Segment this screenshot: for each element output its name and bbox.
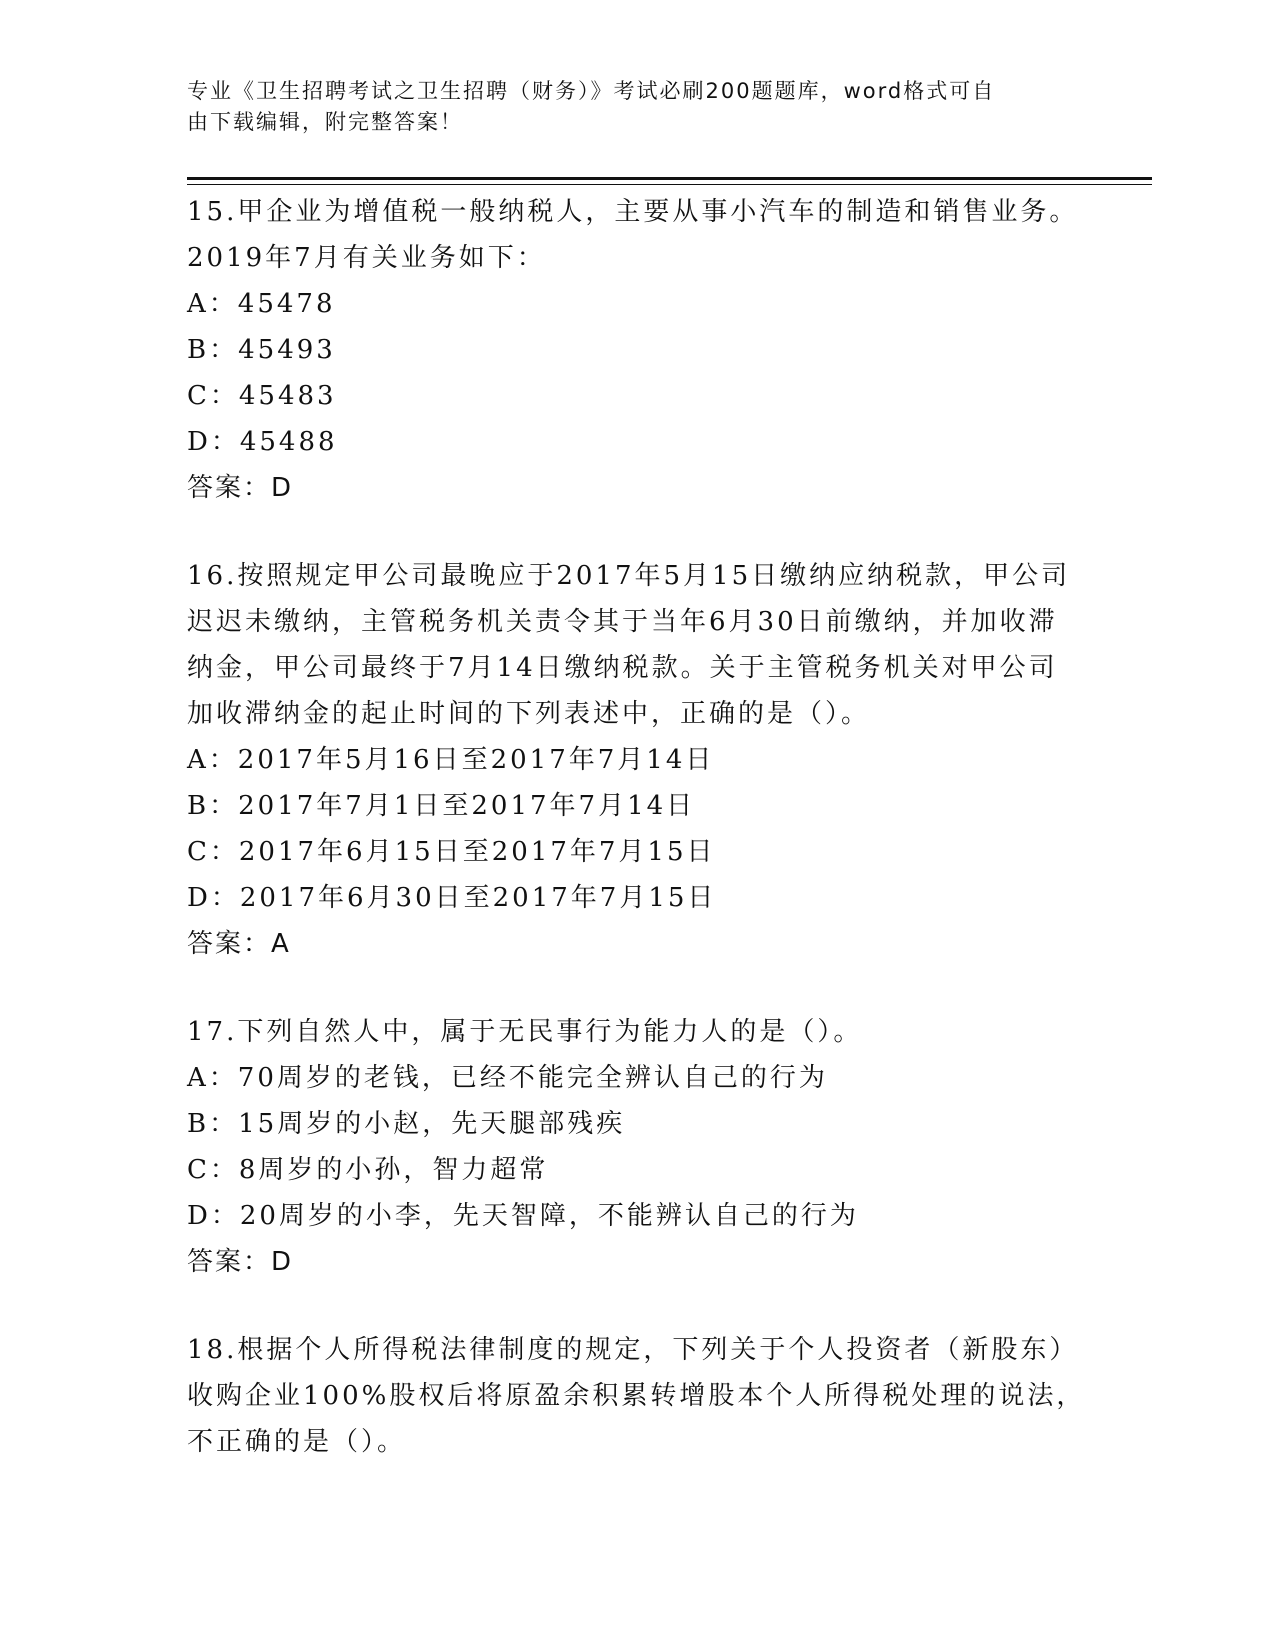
option-b: B：2017年7月1日至2017年7月14日 — [187, 791, 696, 821]
question-stem-line: 17.下列自然人中，属于无民事行为能力人的是（）。 — [187, 1017, 863, 1047]
question-stem-line: 2019年7月有关业务如下： — [187, 243, 546, 273]
answer-line: 答案：D — [187, 1247, 294, 1277]
option-a: A：45478 — [187, 289, 336, 319]
question-15 — [187, 189, 1117, 511]
answer-line: 答案：A — [187, 929, 291, 959]
question-stem-line: 15.甲企业为增值税一般纳税人，主要从事小汽车的制造和销售业务。 — [187, 197, 1079, 227]
option-d: D：2017年6月30日至2017年7月15日 — [187, 883, 717, 913]
header-rule-thick — [187, 177, 1152, 180]
header-line-1: 专业《卫生招聘考试之卫生招聘（财务）》考试必刷200题题库，word格式可自 — [187, 79, 996, 103]
option-d: D：20周岁的小李，先天智障，不能辨认自己的行为 — [187, 1201, 859, 1231]
question-stem-line: 迟迟未缴纳，主管税务机关责令其于当年6月30日前缴纳，并加收滞 — [187, 607, 1058, 637]
question-stem-line: 纳金，甲公司最终于7月14日缴纳税款。关于主管税务机关对甲公司 — [187, 653, 1058, 683]
answer-line: 答案：D — [187, 473, 294, 503]
document-header — [187, 76, 1067, 138]
question-16 — [187, 553, 1117, 967]
question-stem-line: 不正确的是（）。 — [187, 1427, 407, 1457]
option-c: C：45483 — [187, 381, 337, 411]
option-c: C：8周岁的小孙，智力超常 — [187, 1155, 549, 1185]
question-17 — [187, 1009, 1117, 1285]
question-18 — [187, 1327, 1117, 1465]
question-stem-line: 16.按照规定甲公司最晚应于2017年5月15日缴纳应纳税款，甲公司 — [187, 561, 1071, 591]
option-a: A：2017年5月16日至2017年7月14日 — [187, 745, 715, 775]
question-stem-line: 加收滞纳金的起止时间的下列表述中，正确的是（）。 — [187, 699, 871, 729]
header-rule-thin — [187, 184, 1152, 185]
question-list — [187, 189, 1117, 1465]
option-d: D：45488 — [187, 427, 338, 457]
option-b: B：45493 — [187, 335, 336, 365]
option-b: B：15周岁的小赵，先天腿部残疾 — [187, 1109, 626, 1139]
option-c: C：2017年6月15日至2017年7月15日 — [187, 837, 716, 867]
question-stem-line: 收购企业100%股权后将原盈余积累转增股本个人所得税处理的说法， — [187, 1381, 1086, 1411]
option-a: A：70周岁的老钱，已经不能完全辨认自己的行为 — [187, 1063, 828, 1093]
question-stem-line: 18.根据个人所得税法律制度的规定，下列关于个人投资者（新股东） — [187, 1335, 1079, 1365]
header-line-2: 由下载编辑，附完整答案！ — [187, 110, 463, 134]
